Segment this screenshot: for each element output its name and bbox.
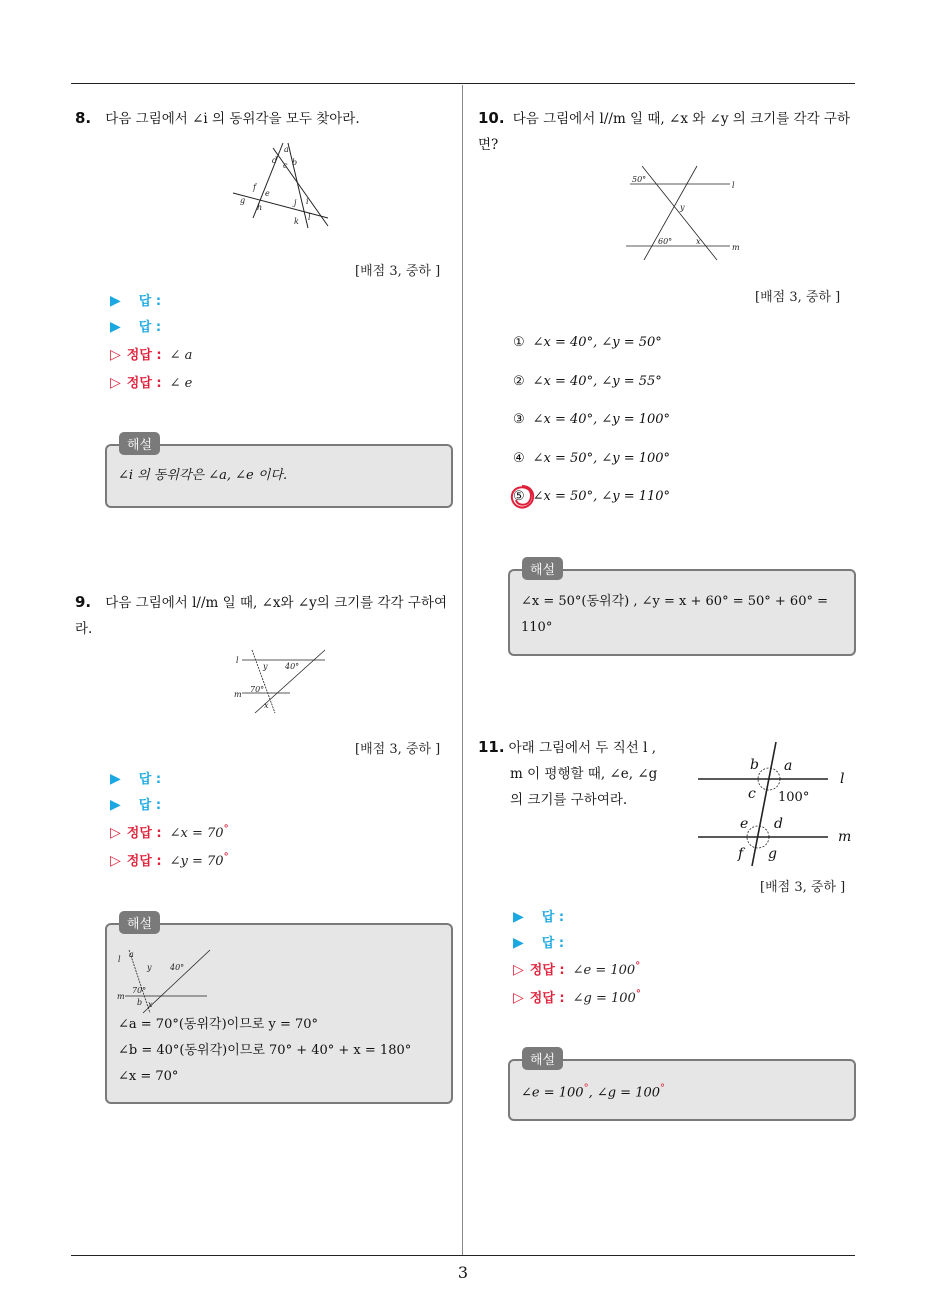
correct-value: ∠ e xyxy=(169,376,193,391)
question-text-line-2: m 이 평행할 때, ∠e, ∠g xyxy=(510,766,658,782)
question-8 xyxy=(75,106,455,132)
fig-label-m: m xyxy=(838,829,852,845)
fig-label-60: 60° xyxy=(658,237,673,246)
fig-label-c: c xyxy=(748,786,756,802)
fig-label-50: 50° xyxy=(632,175,647,184)
play-icon: ▶ xyxy=(110,319,121,335)
q8-explanation-tag: 해설 xyxy=(119,432,160,455)
q9-explanation-tag: 해설 xyxy=(119,911,160,934)
question-number: 8. xyxy=(75,109,92,127)
fig-label-40: 40° xyxy=(170,963,185,972)
q9-answer-row-2: ▶ 답 : xyxy=(110,797,162,813)
q9-score: [배점 3, 중하 ] xyxy=(355,742,441,757)
q11-answer-row-2: ▶ 답 : xyxy=(513,935,565,951)
fig-label-b: b xyxy=(292,158,298,167)
q10-choice-4[interactable]: ④ ∠x = 50°, ∠y = 100° xyxy=(513,451,671,466)
q11-figure xyxy=(694,740,859,870)
q10-choice-2[interactable]: ② ∠x = 40°, ∠y = 55° xyxy=(513,374,662,389)
triangle-outline-icon: ▷ xyxy=(110,853,121,869)
q10-explanation-line-1: ∠x = 50°(동위각) , ∠y = x + 60° = 50° + 60° = xyxy=(521,594,828,609)
fig-label-e: e xyxy=(740,816,749,832)
play-icon: ▶ xyxy=(110,293,121,309)
question-10 xyxy=(478,106,858,158)
question-text-line-3: 의 크기를 구하여라. xyxy=(510,792,628,808)
q9-answer-row-1: ▶ 답 : xyxy=(110,771,162,787)
fig-label-m: m xyxy=(732,243,740,252)
triangle-outline-icon: ▷ xyxy=(110,825,121,841)
fig-label-f: f xyxy=(738,846,744,862)
q9-explanation-line-3: ∠x = 70° xyxy=(118,1069,179,1084)
q8-answer-row-1: ▶ 답 : xyxy=(110,293,162,309)
fig-label-c: c xyxy=(283,161,288,170)
fig-label-k: k xyxy=(294,217,299,226)
q11-answer-row-1: ▶ 답 : xyxy=(513,909,565,925)
fig-label-x: x xyxy=(264,701,269,710)
fig-label-b: b xyxy=(137,998,143,1007)
bottom-rule xyxy=(71,1255,855,1256)
correct-value: ∠ a xyxy=(169,348,193,363)
question-text-line-1: 아래 그림에서 두 직선 l , xyxy=(508,740,657,756)
q8-correct-row-1: ▷ 정답 : ∠ a xyxy=(110,347,193,363)
triangle-outline-icon: ▷ xyxy=(110,347,121,363)
play-icon: ▶ xyxy=(110,797,121,813)
triangle-outline-icon: ▷ xyxy=(513,990,524,1006)
fig-label-a: a xyxy=(784,758,793,774)
fig-label-x: x xyxy=(696,237,701,246)
q9-correct-row-1: ▷ 정답 : ∠x = 70° xyxy=(110,823,229,841)
q10-explanation-line-2: 110° xyxy=(521,620,553,635)
q9-explanation-line-1: ∠a = 70°(동위각)이므로 y = 70° xyxy=(118,1017,319,1032)
q9-explanation-figure xyxy=(115,945,215,1015)
q9-figure xyxy=(230,645,330,715)
fig-label-a: a xyxy=(284,145,289,154)
play-icon: ▶ xyxy=(513,909,524,925)
fig-label-i: i xyxy=(306,197,309,206)
question-9 xyxy=(75,590,455,642)
question-text: 다음 그림에서 ∠i 의 동위각을 모두 찾아라. xyxy=(105,111,360,127)
fig-label-b: b xyxy=(750,757,759,773)
q8-answer-row-2: ▶ 답 : xyxy=(110,319,162,335)
correct-value: ∠g = 100 xyxy=(572,991,636,1006)
column-divider xyxy=(462,85,463,1255)
fig-label-d: d xyxy=(774,816,783,832)
q8-score: [배점 3, 중하 ] xyxy=(355,264,441,279)
fig-label-40: 40° xyxy=(285,662,300,671)
fig-label-l: l xyxy=(236,656,239,665)
correct-value: ∠x = 70 xyxy=(169,826,224,841)
fig-label-m: m xyxy=(234,690,242,699)
fig-label-x: x xyxy=(148,1000,153,1009)
q9-correct-row-2: ▷ 정답 : ∠y = 70° xyxy=(110,851,229,869)
fig-label-g: g xyxy=(768,846,777,862)
play-icon: ▶ xyxy=(110,771,121,787)
fig-label-l: l xyxy=(732,181,735,190)
q11-explanation-text: ∠e = 100°, ∠g = 100° xyxy=(521,1083,666,1101)
question-number: 10. xyxy=(478,109,505,127)
q8-figure xyxy=(228,138,338,233)
fig-label-a: a xyxy=(129,950,134,959)
fig-label-j: j xyxy=(294,198,297,207)
triangle-outline-icon: ▷ xyxy=(513,962,524,978)
fig-label-y: y xyxy=(147,963,152,972)
question-11 xyxy=(478,735,688,813)
fig-label-h: h xyxy=(257,203,263,212)
question-number: 9. xyxy=(75,593,92,611)
question-text: 다음 그림에서 l//m 일 때, ∠x 와 ∠y 의 크기를 각각 구하면? xyxy=(478,111,850,153)
fig-label-l: l xyxy=(840,771,845,787)
page-number: 3 xyxy=(457,1263,469,1282)
top-rule xyxy=(71,83,855,84)
q11-explanation-tag: 해설 xyxy=(522,1047,563,1070)
fig-label-m: m xyxy=(117,992,125,1001)
fig-label-y: y xyxy=(680,203,685,212)
q11-score: [배점 3, 중하 ] xyxy=(760,880,846,895)
correct-value: ∠y = 70 xyxy=(169,854,224,869)
q10-score: [배점 3, 중하 ] xyxy=(755,290,841,305)
fig-label-d: d xyxy=(272,156,278,165)
q11-correct-row-1: ▷ 정답 : ∠e = 100° xyxy=(513,960,641,978)
triangle-outline-icon: ▷ xyxy=(110,375,121,391)
q10-figure xyxy=(622,162,747,262)
question-number: 11. xyxy=(478,738,505,756)
question-text: 다음 그림에서 l//m 일 때, ∠x와 ∠y의 크기를 각각 구하여라. xyxy=(75,595,448,637)
correct-value: ∠e = 100 xyxy=(572,963,636,978)
fig-label-g: g xyxy=(240,196,246,205)
q10-choice-1[interactable]: ① ∠x = 40°, ∠y = 50° xyxy=(513,335,662,350)
fig-label-e: e xyxy=(265,189,270,198)
fig-label-100: 100° xyxy=(778,790,810,805)
fig-label-70: 70° xyxy=(132,986,147,995)
answer-circle-mark-icon xyxy=(508,483,536,511)
fig-label-l: l xyxy=(308,213,311,222)
q9-explanation-line-2: ∠b = 40°(동위각)이므로 70° + 40° + x = 180° xyxy=(118,1043,412,1058)
q11-correct-row-2: ▷ 정답 : ∠g = 100° xyxy=(513,988,641,1006)
fig-label-y: y xyxy=(263,662,268,671)
q10-explanation-tag: 해설 xyxy=(522,557,563,580)
q8-explanation-text: ∠i 의 동위각은 ∠a, ∠e 이다. xyxy=(118,468,288,483)
q10-choice-5[interactable]: ⑤ ∠x = 50°, ∠y = 110° xyxy=(513,489,671,504)
q10-choice-3[interactable]: ③ ∠x = 40°, ∠y = 100° xyxy=(513,412,671,427)
q8-correct-row-2: ▷ 정답 : ∠ e xyxy=(110,375,193,391)
fig-label-l: l xyxy=(118,955,121,964)
fig-label-70: 70° xyxy=(250,685,265,694)
fig-label-f: f xyxy=(253,183,256,192)
play-icon: ▶ xyxy=(513,935,524,951)
